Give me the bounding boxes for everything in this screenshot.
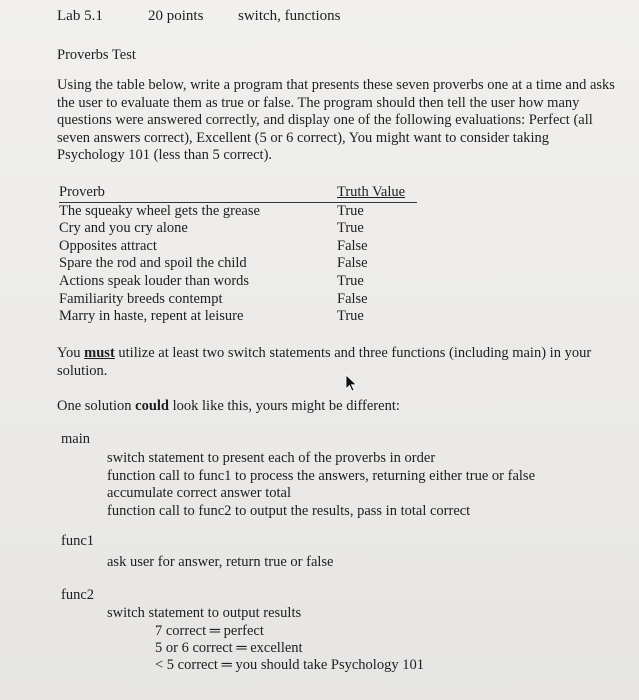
proverb-cell: Opposites attract <box>59 237 157 254</box>
solution-intro-emphasis-could: could <box>135 398 169 414</box>
result-condition: < 5 correct <box>155 657 218 673</box>
proverb-table <box>59 184 417 326</box>
table-row <box>59 220 417 238</box>
truth-value-cell: True <box>337 202 364 219</box>
proverb-cell: Familiarity breeds contempt <box>59 290 223 307</box>
truth-value-cell: True <box>337 308 364 325</box>
main-step: function call to func2 to output the results, pass in total correct <box>107 502 471 519</box>
main-step: function call to func1 to process the answers, returning either true or false <box>107 467 536 484</box>
equals-arrow-icon: ═ <box>221 657 232 673</box>
truth-value-cell: True <box>337 220 364 237</box>
proverb-cell: Spare the rod and spoil the child <box>59 255 247 272</box>
table-row <box>59 238 417 256</box>
table-row <box>59 255 417 273</box>
table-row <box>59 291 417 309</box>
column-header-proverb: Proverb <box>59 184 329 202</box>
main-steps <box>107 450 535 520</box>
description-text: Using the table below, write a program that presents these seven proverbs one at a time and asks the user to evaluate them as true or false. The program should then tell the user how many questions were answered correctly, and display one of the following evaluations: Perfect (all seven answers correct), Excellent (5 or 6 correct), You might want to consider taking Psychology 101 (less than 5 correct). <box>57 77 615 163</box>
truth-value-cell: True <box>337 272 364 289</box>
result-condition: 7 correct <box>155 623 207 639</box>
main-step: switch statement to present each of the proverbs in order <box>107 450 436 466</box>
proverb-cell: Marry in haste, repent at leisure <box>59 308 244 325</box>
main-label: main <box>61 431 90 447</box>
truth-value-cell: False <box>337 255 368 272</box>
result-line <box>155 657 424 674</box>
solution-intro-end: look like this, yours might be different: <box>168 398 400 414</box>
func1-label: func1 <box>61 533 95 549</box>
equals-arrow-icon: ═ <box>209 623 221 639</box>
func1-step: ask user for answer, return true or false <box>107 554 334 570</box>
solution-intro-start: One solution <box>57 398 136 414</box>
result-output: you should take Psychology 101 <box>235 657 424 673</box>
equals-arrow-icon: ═ <box>236 640 247 656</box>
result-line <box>155 623 264 640</box>
func2-step: switch statement to output results <box>107 605 302 621</box>
requirement-emphasis-must: must <box>84 345 115 361</box>
requirement-text-end: utilize at least two switch statements and three functions (including main) in your solution. <box>57 345 592 379</box>
assignment-description <box>57 77 617 165</box>
proverb-cell: Cry and you cry alone <box>59 220 188 237</box>
table-row <box>59 308 417 326</box>
lab-number: Lab 5.1 <box>57 8 103 24</box>
lab-topic: switch, functions <box>238 8 341 24</box>
lab-points: 20 points <box>148 8 204 24</box>
truth-value-cell: False <box>337 290 368 307</box>
table-row <box>59 273 417 291</box>
result-condition: 5 or 6 correct <box>155 640 233 656</box>
requirement-paragraph <box>57 345 617 380</box>
page-title: Proverbs Test <box>57 47 136 63</box>
proverb-cell: The squeaky wheel gets the grease <box>59 202 260 219</box>
table-header-row <box>59 184 417 202</box>
result-output: excellent <box>250 640 303 656</box>
main-step: accumulate correct answer total <box>107 485 291 501</box>
mouse-pointer-icon <box>344 374 358 392</box>
proverb-cell: Actions speak louder than words <box>59 272 250 289</box>
table-row <box>59 202 417 220</box>
requirement-text-start: You <box>57 345 85 361</box>
column-header-truth-value: Truth Value <box>334 184 417 202</box>
func2-label: func2 <box>61 587 95 603</box>
solution-intro <box>57 398 400 415</box>
truth-value-cell: False <box>337 237 368 254</box>
result-line <box>155 640 303 657</box>
result-output: perfect <box>223 623 264 639</box>
